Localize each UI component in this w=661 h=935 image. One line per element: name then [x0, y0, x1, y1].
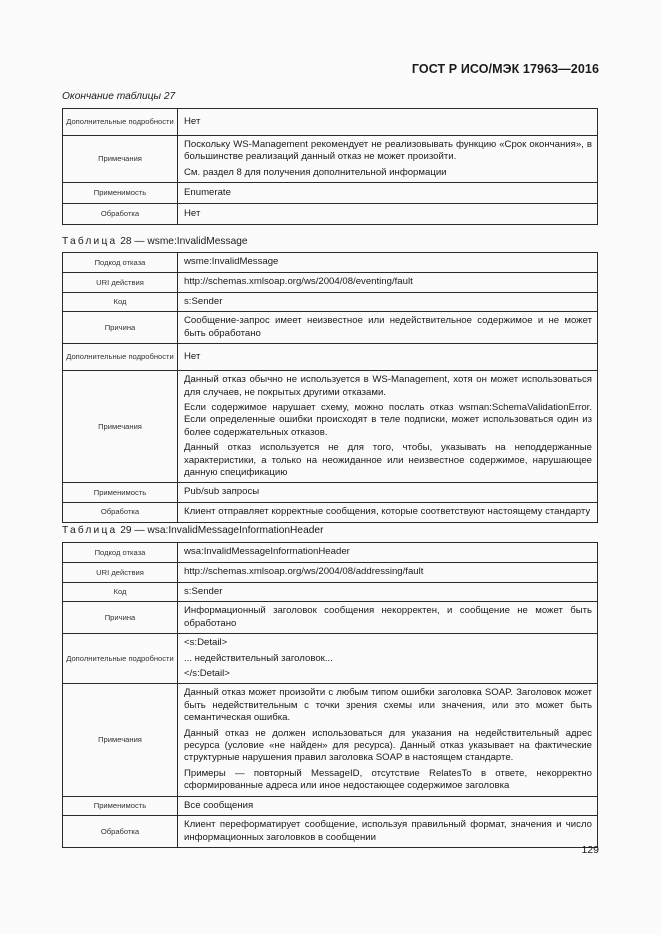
row-value [178, 563, 598, 583]
table-29 [62, 542, 598, 848]
cell-line: Все сообщения [184, 799, 254, 811]
table-row [63, 183, 598, 204]
table-row [63, 483, 598, 502]
row-label: Подкод отказа [63, 543, 178, 563]
cell-line: Pub/sub запросы [184, 486, 260, 498]
table-row [63, 543, 598, 563]
row-value [178, 796, 598, 815]
row-value [178, 344, 598, 371]
row-value [178, 684, 598, 796]
row-value [178, 109, 598, 136]
row-value [178, 293, 598, 312]
cell-line: Информационный заголовок сообщения некорректен, и сообщение не может быть обработано [184, 605, 592, 629]
row-value [178, 253, 598, 273]
row-label: Причина [63, 602, 178, 634]
cell-line: Если содержимое нарушает схему, можно послать отказ wsman:SchemaValidationError. Если определенные ошибки происходят в теле подписки, может использоваться один из более содержательных отказов. [184, 402, 592, 438]
row-value [178, 136, 598, 183]
cell-line: Клиент отправляет корректные сообщения, которые соответствуют настоящему стандарту [184, 506, 591, 518]
cell-line: http://schemas.xmlsoap.org/ws/2004/08/eventing/fault [184, 276, 413, 288]
row-label: Код [63, 583, 178, 602]
cell-line: s:Sender [184, 586, 223, 597]
table-row [63, 563, 598, 583]
row-value [178, 583, 598, 602]
row-label: Обработка [63, 816, 178, 848]
table-27-end [62, 108, 598, 225]
row-label: Подкод отказа [63, 253, 178, 273]
cell-line: Данный отказ не должен использоваться для указания на недействительный адрес ресурса (условие «не найден» для ресурса). Данный отказ указывает на фактические структурные нарушения правил заголовка SOAP в настоящем стандарте. [184, 727, 592, 764]
page-number: 129 [581, 844, 599, 856]
row-value [178, 204, 598, 225]
cell-line: Данный отказ используется не для того, чтобы, указывать на неподдержанные характеристики, а только на неожиданное или неизвестное содержимое, нарушающее данную спецификацию [184, 442, 592, 479]
row-label: Применимость [63, 796, 178, 815]
cell-line: Поскольку WS-Management рекомендует не реализовывать функцию «Срок окончания», в большинстве реализаций данный отказ не может произойти. [184, 139, 592, 163]
row-value [178, 312, 598, 344]
row-label: Дополнительные подробности [63, 634, 178, 684]
cell-line: wsme:InvalidMessage [184, 256, 279, 268]
cell-line: Сообщение-запрос имеет неизвестное или недействительное содержимое и не может быть обработано [184, 315, 592, 339]
table-row [63, 684, 598, 796]
row-value [178, 273, 598, 293]
row-value [178, 371, 598, 483]
table-row [63, 602, 598, 634]
row-label: Причина [63, 312, 178, 344]
table-row [63, 816, 598, 848]
cell-line: Данный отказ может произойти с любым типом ошибки заголовка SOAP. Заголовок может быть недействительным с точки зрения схемы или значения, или это может быть семантическая ошибка. [184, 687, 592, 724]
row-label: URI действия [63, 273, 178, 293]
table-row [63, 109, 598, 136]
row-label: Примечания [63, 371, 178, 483]
cell-line: Данный отказ обычно не используется в WS-Management, хотя он может использоваться для случаев, не покрытых другими отказами. [184, 374, 592, 398]
cell-line: Примеры — повторный MessageID, отсутствие RelatesTo в ответе, некорректно сформированные адреса или иное недостающее содержимое заголовка [184, 767, 592, 792]
table-row [63, 136, 598, 183]
table-row [63, 253, 598, 273]
table-row [63, 634, 598, 684]
table-row [63, 344, 598, 371]
row-label: Дополнительные подробности [63, 109, 178, 136]
cell-line: Нет [184, 115, 201, 127]
row-value [178, 502, 598, 522]
row-value [178, 183, 598, 204]
row-label: Код [63, 293, 178, 312]
cell-line: wsa:InvalidMessageInformationHeader [184, 546, 350, 558]
cell-line: http://schemas.xmlsoap.org/ws/2004/08/addressing/fault [184, 566, 424, 578]
table-row [63, 204, 598, 225]
row-label: Дополнительные подробности [63, 344, 178, 371]
table29-caption: Таблица 29 — wsa:InvalidMessageInformationHeader [62, 525, 324, 536]
row-value [178, 634, 598, 684]
cell-line: Клиент переформатирует сообщение, используя правильный формат, значения и число информационных заголовков в сообщении [184, 819, 592, 843]
table-row [63, 312, 598, 344]
row-label: Обработка [63, 502, 178, 522]
row-value [178, 543, 598, 563]
cell-line: </s:Detail> [184, 668, 230, 680]
cell-line: s:Sender [184, 296, 223, 307]
table28-caption: Таблица 28 — wsme:InvalidMessage [62, 236, 248, 247]
row-label: Применимость [63, 183, 178, 204]
cell-line: Enumerate [184, 187, 231, 199]
row-label: Применимость [63, 483, 178, 502]
row-label: Примечания [63, 136, 178, 183]
row-value [178, 602, 598, 634]
table27-caption: Окончание таблицы 27 [62, 91, 176, 102]
table-28 [62, 252, 598, 523]
table-row [63, 583, 598, 602]
table-row [63, 273, 598, 293]
document-header: ГОСТ Р ИСО/МЭК 17963—2016 [411, 62, 599, 76]
row-label: Обработка [63, 204, 178, 225]
table-row [63, 502, 598, 522]
row-value [178, 816, 598, 848]
row-label: Примечания [63, 684, 178, 796]
cell-line: <s:Detail> [184, 637, 228, 649]
row-label: URI действия [63, 563, 178, 583]
row-value [178, 483, 598, 502]
table-row [63, 796, 598, 815]
table-row [63, 293, 598, 312]
cell-line: Нет [184, 351, 201, 363]
cell-line: Нет [184, 208, 201, 220]
cell-line: См. раздел 8 для получения дополнительной информации [184, 166, 447, 178]
cell-line: ... недействительный заголовок... [184, 652, 333, 664]
table-row [63, 371, 598, 483]
